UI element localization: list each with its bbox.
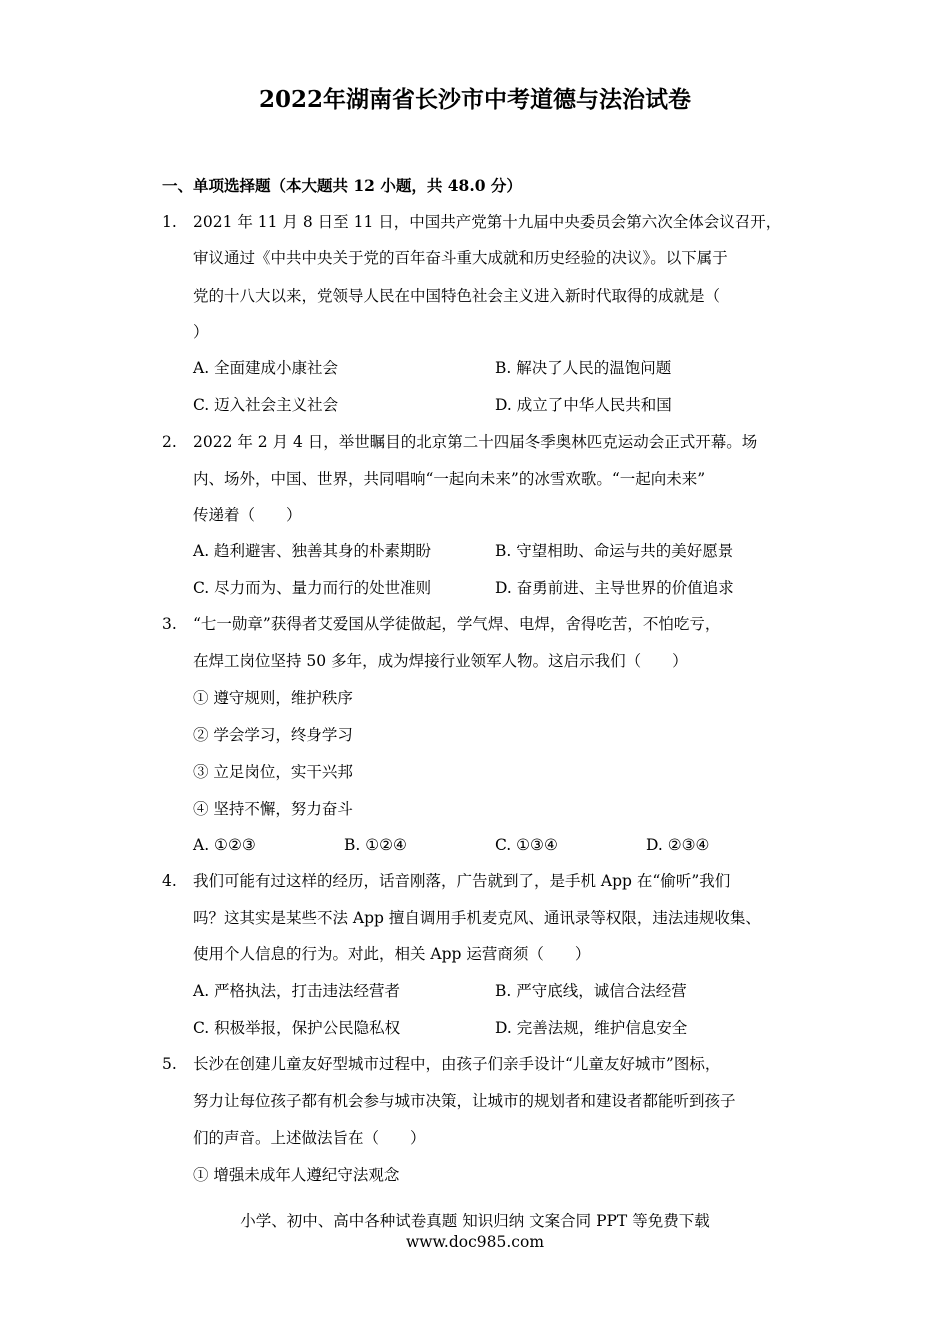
option-b: B. 严守底线，诚信合法经营 [495,982,687,1000]
question-text-line: 我们可能有过这样的经历，话音刚落，广告就到了，是手机 App 在“偷听”我们 [193,872,731,890]
question-text-line: 使用个人信息的行为。对此，相关 App 运营商须（ ） [193,945,591,963]
question-text-line: 吗？这其实是某些不法 App 擅自调用手机麦克风、通讯录等权限，违法违规收集、 [193,909,761,927]
question-number: 2. [162,433,177,451]
question-text-line: 审议通过《中共中央关于党的百年奋斗重大成就和历史经验的决议》。以下属于 [193,249,728,267]
question-text-line: ） [193,323,209,341]
question-number: 5. [162,1055,177,1073]
statement-4: ④ 坚持不懈，努力奋斗 [193,800,353,818]
question-text-line: 内、场外，中国、世界，共同唱响“一起向未来”的冰雪欢歌。“一起向未来” [193,470,706,488]
statement-1: ① 遵守规则，维护秩序 [193,689,353,707]
option-b: B. 解决了人民的温饱问题 [495,359,672,377]
question-text-line: 党的十八大以来，党领导人民在中国特色社会主义进入新时代取得的成就是（ [193,287,721,305]
option-d: D. 奋勇前进、主导世界的价值追求 [495,579,734,597]
option-a: A. ①②③ [193,836,256,854]
question-text-line: 在焊工岗位坚持 50 多年，成为焊接行业领军人物。这启示我们（ ） [193,652,688,670]
option-c: C. 迈入社会主义社会 [193,396,339,414]
question-number: 4. [162,872,177,890]
option-d: D. 完善法规，维护信息安全 [495,1019,688,1037]
question-text-line: 努力让每位孩子都有机会参与城市决策，让城市的规划者和建设者都能听到孩子 [193,1092,736,1110]
question-number: 1. [162,213,177,231]
footer-text: 小学、初中、高中各种试卷真题 知识归纳 文案合同 PPT 等免费下载 [240,1212,710,1230]
option-b: B. ①②④ [344,836,407,854]
option-b: B. 守望相助、命运与共的美好愿景 [495,542,734,560]
option-d: D. ②③④ [646,836,710,854]
statement-1: ① 增强未成年人遵纪守法观念 [193,1166,400,1184]
option-d: D. 成立了中华人民共和国 [495,396,672,414]
question-number: 3. [162,615,177,633]
question-text-line: 长沙在创建儿童友好型城市过程中，由孩子们亲手设计“儿童友好城市”图标， [193,1055,721,1073]
page-title: 2022年湖南省长沙市中考道德与法治试卷 [258,86,691,113]
question-text-line: 2022 年 2 月 4 日，举世瞩目的北京第二十四届冬季奥林匹克运动会正式开幕。场 [193,433,758,451]
question-text-line: 传递着（ ） [193,506,302,524]
option-c: C. 积极举报，保护公民隐私权 [193,1019,401,1037]
statement-3: ③ 立足岗位，实干兴邦 [193,763,353,781]
option-a: A. 趋利避害、独善其身的朴素期盼 [193,542,432,560]
option-a: A. 严格执法，打击违法经营者 [193,982,401,1000]
option-c: C. 尽力而为、量力而行的处世准则 [193,579,432,597]
statement-2: ② 学会学习，终身学习 [193,726,353,744]
footer-link[interactable]: www.doc985.com [405,1233,545,1251]
option-c: C. ①③④ [495,836,558,854]
section-heading: 一、单项选择题（本大题共 12 小题，共 48.0 分） [162,176,522,195]
question-text-line: “七一勋章”获得者艾爱国从学徒做起，学气焊、电焊，舍得吃苦，不怕吃亏， [193,615,721,633]
option-a: A. 全面建成小康社会 [193,359,339,377]
question-text-line: 2021 年 11 月 8 日至 11 日，中国共产党第十九届中央委员会第六次全体会议召开， [193,213,782,231]
question-text-line: 们的声音。上述做法旨在（ ） [193,1129,426,1147]
